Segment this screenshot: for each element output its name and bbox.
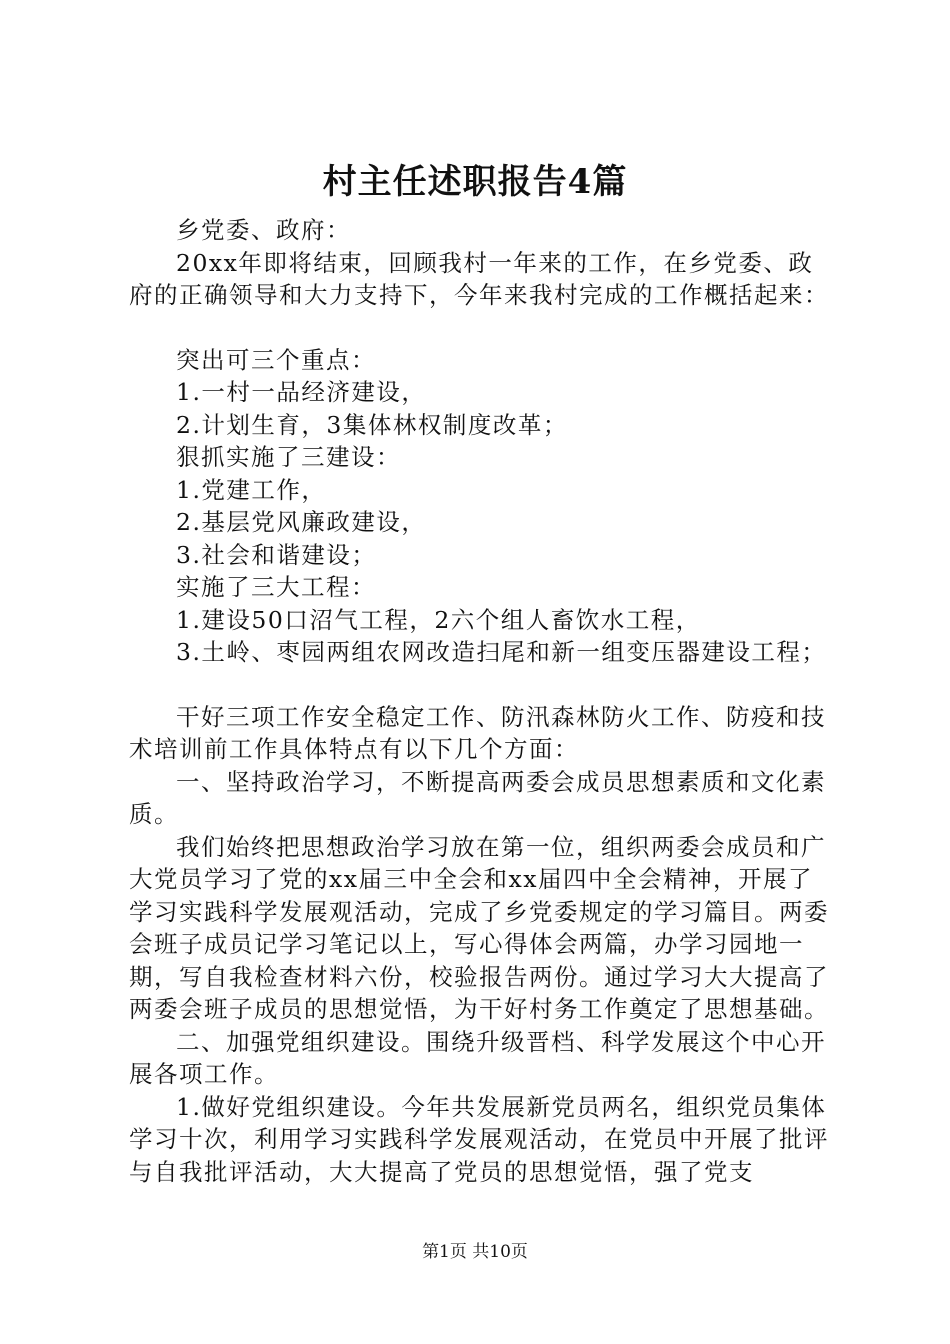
paragraph-key-point-1: 1.一村一品经济建设，	[176, 378, 427, 406]
document-title: 村主任述职报告4篇	[322, 162, 628, 202]
paragraph-section-1-heading: 一、坚持政治学习，不断提高两委会成员思想素质和文化素质。	[129, 767, 826, 828]
paragraph-section-2-heading: 二、加强党组织建设。围绕升级晋档、科学发展这个中心开展各项工作。	[129, 1027, 826, 1088]
paragraph-project-3: 3.土岭、枣园两组农网改造扫尾和新一组变压器建设工程；	[176, 638, 827, 666]
paragraph-project-1: 1.建设50口沼气工程，2六个组人畜饮水工程，	[176, 605, 701, 634]
paragraph-build-3: 3.社会和谐建设；	[176, 540, 377, 569]
paragraph-section-1-body: 我们始终把思想政治学习放在第一位，组织两委会成员和广大党员学习了党的xx届三中全会和xx届四中全会精神，开展了学习实践科学发展观活动，完成了乡党委规定的学习篇目。两委会班子成员记学习笔记以上，写心得体会两篇，办学习园地一期，写自我检查材料六份，校验报告两份。通过学习大大提高了两委会班子成员的思想觉悟，为干好村务工作奠定了思想基础。	[129, 832, 829, 1023]
paragraph-projects-heading: 实施了三大工程：	[176, 573, 376, 601]
document-body	[129, 214, 835, 1188]
paragraph-salutation: 乡党委、政府：	[176, 216, 351, 244]
page-footer: 第1页 共10页	[422, 1242, 528, 1262]
paragraph-key-points-heading: 突出可三个重点：	[176, 345, 376, 374]
paragraph-three-builds-heading: 狠抓实施了三建设：	[176, 443, 401, 471]
paragraph-build-2: 2.基层党风廉政建设，	[176, 508, 427, 536]
paragraph-key-point-2: 2.计划生育，3集体林权制度改革；	[176, 410, 568, 439]
paragraph-intro: 20xx年即将结束，回顾我村一年来的工作，在乡党委、政府的正确领导和大力支持下，今年来我村完成的工作概括起来：	[129, 248, 829, 309]
paragraph-section-2-item-1: 1.做好党组织建设。今年共发展新党员两名，组织党员集体学习十次，利用学习实践科学发展观活动，在党员中开展了批评与自我批评活动，大大提高了党员的思想觉悟，强了党支	[129, 1092, 829, 1186]
paragraph-build-1: 1.党建工作，	[176, 475, 327, 504]
paragraph-three-tasks: 干好三项工作安全稳定工作、防汛森林防火工作、防疫和技术培训前工作具体特点有以下几个方面：	[129, 702, 826, 763]
